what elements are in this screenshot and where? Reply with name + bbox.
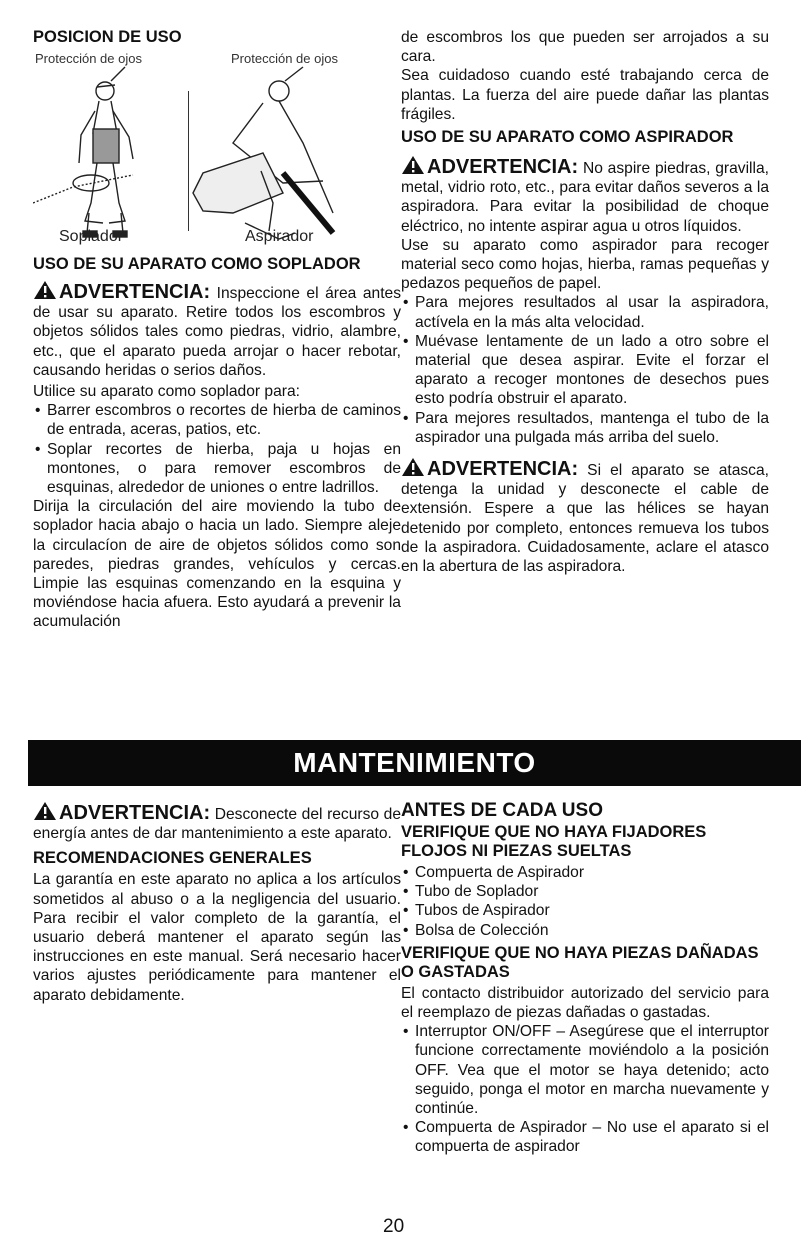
blower-use-list xyxy=(33,401,401,497)
warning-2 xyxy=(401,155,769,236)
maintenance-left-column xyxy=(33,801,401,1005)
warning-4-text: Desconecte del recurso de energía antes de dar mantenimiento a este aparato. xyxy=(33,806,401,843)
list-item: • Bolsa de Colección xyxy=(401,921,769,940)
right-column xyxy=(401,28,769,576)
direct-airflow-text: Dirija la circulación del aire moviendo la tubo de soplador hacia abajo o hacia un lado. Siempre aleje la circulacíon de aire de objetos sólidos como son paredes, piedras grandes, vehículos y cercas. Limpie las esquinas comenzando en la esquina y moviéndose hacia afuera. Esto ayudará a prevenir la acumulación xyxy=(33,498,401,631)
warning-label: ADVERTENCIA: xyxy=(427,156,579,179)
vacuum-use-text: Use su aparato como aspirador para recoger material seco como hojas, hierba, ramas pequeñas y pedazos pequeños de papel. xyxy=(401,236,769,293)
heading-check-damaged: VERIFIQUE QUE NO HAYA PIEZAS DAÑADAS O GASTADAS xyxy=(401,943,759,981)
heading-general-recommendations: RECOMENDACIONES GENERALES xyxy=(33,849,312,868)
list-item: • Compuerta de Aspirador xyxy=(401,863,769,882)
damaged-parts-list xyxy=(401,1022,769,1156)
warning-1 xyxy=(33,280,401,380)
maintenance-banner: MANTENIMIENTO xyxy=(28,740,801,786)
blower-vacuum-figures xyxy=(33,63,401,243)
heading-position: POSICION DE USO xyxy=(33,28,182,46)
left-column xyxy=(33,28,401,632)
warning-label: ADVERTENCIA: xyxy=(427,458,579,481)
warning-triangle-icon xyxy=(33,801,57,821)
warning-2-text: No aspire piedras, gravilla, metal, vidrio roto, etc., para evitar daños severos a la aspiradora. Para evitar la posibilidad de choque eléctrico, no intente aspirar agua u otros líquidos. xyxy=(401,160,769,235)
list-item: • Tubos de Aspirador xyxy=(401,901,769,920)
warning-triangle-icon xyxy=(401,155,425,175)
heading-blower-use: USO DE SU APARATO COMO SOPLADOR xyxy=(33,255,361,273)
list-item: • Tubo de Soplador xyxy=(401,882,769,901)
warning-3-text: Si el aparato se atasca, detenga la unidad y desconecte el cable de extensión. Espere a que las hélices se hayan detenido por completo, entonces remueva los tubos de la aspiradora. Cuidadosamente, aclare el atasco en la abertura de las aspiradora. xyxy=(401,462,769,576)
figure-divider xyxy=(188,91,189,231)
warning-1-text: Inspeccione el área antes de usar su aparato. Retire todos los escombros y objetos sólidos tales como piedras, vidrio, alambre, etc., que el aparato pueda arrojar o hacer rebotar, causando heridas o serios daños. xyxy=(33,285,401,379)
heading-check-loose: VERIFIQUE QUE NO HAYA FIJADORES FLOJOS NI PIEZAS SUELTAS xyxy=(401,823,707,860)
heading-before-each-use: ANTES DE CADA USO xyxy=(401,800,603,821)
page-number: 20 xyxy=(383,1216,405,1237)
warning-triangle-icon xyxy=(33,280,57,300)
list-item: • Para mejores resultados, mantenga el tubo de la aspirador una pulgada más arriba del suelo. xyxy=(401,409,769,447)
warning-label: ADVERTENCIA: xyxy=(59,802,211,824)
continued-text: de escombros los que pueden ser arrojados a su cara. xyxy=(401,29,769,66)
maintenance-right-column xyxy=(401,800,769,1157)
vacuum-label: Aspirador xyxy=(245,228,314,245)
warning-triangle-icon xyxy=(401,457,425,477)
vacuum-tips-list xyxy=(401,293,769,447)
warning-label: ADVERTENCIA: xyxy=(59,281,211,303)
use-intro: Utilice su aparato como soplador para: xyxy=(33,383,300,401)
warning-3 xyxy=(401,457,769,576)
blower-label: Soplador xyxy=(59,228,124,245)
list-item: • Barrer escombros o recortes de hierba de caminos de entrada, aceras, patios, etc. xyxy=(33,401,401,439)
list-item: • Soplar recortes de hierba, paja u hojas en montones, o para remover escombros de esquinas, alrededor de uniones o entre ladrillos. xyxy=(33,440,401,498)
heading-vacuum-use: USO DE SU APARATO COMO ASPIRADOR xyxy=(401,128,734,147)
general-text: La garantía en este aparato no aplica a los artículos sometidos al abuso o a la negligencia del usuario. Para recibir el valor completo de la garantía, el usuario deberá mantener el aparato según las instrucciones en este manual. Será necesario hacer varios ajustes periódicamente para mantener el aparato debidamente. xyxy=(33,871,401,1004)
list-item: • Muévase lentamente de un lado a otro sobre el material que desea aspirar. Evite el forzar el aparato a recoger montones de desechos pues esto podría obstruir el aparato. xyxy=(401,332,769,409)
loose-parts-list xyxy=(401,863,769,940)
eye-protection-caption-1: Protección de ojos xyxy=(35,51,142,66)
list-item: • Interruptor ON/OFF – Asegúrese que el interruptor funcione correctamente moviéndolo a la posición OFF. Vea que el motor se haya detenido; acto seguido, ponga el motor en marcha nuevamente y continúe. xyxy=(401,1022,769,1118)
eye-protection-caption-2: Protección de ojos xyxy=(231,51,338,66)
warning-4 xyxy=(33,801,401,843)
careful-text: Sea cuidadoso cuando esté trabajando cerca de plantas. La fuerza del aire puede dañar las plantas frágiles. xyxy=(401,67,769,123)
usage-illustration xyxy=(33,49,401,249)
list-item: • Compuerta de Aspirador – No use el aparato si el compuerta de aspirador xyxy=(401,1118,769,1156)
damaged-text: El contacto distribuidor autorizado del servicio para el reemplazo de piezas dañadas o gastadas. xyxy=(401,984,769,1022)
list-item: • Para mejores resultados al usar la aspiradora, actívela en la más alta velocidad. xyxy=(401,293,769,331)
